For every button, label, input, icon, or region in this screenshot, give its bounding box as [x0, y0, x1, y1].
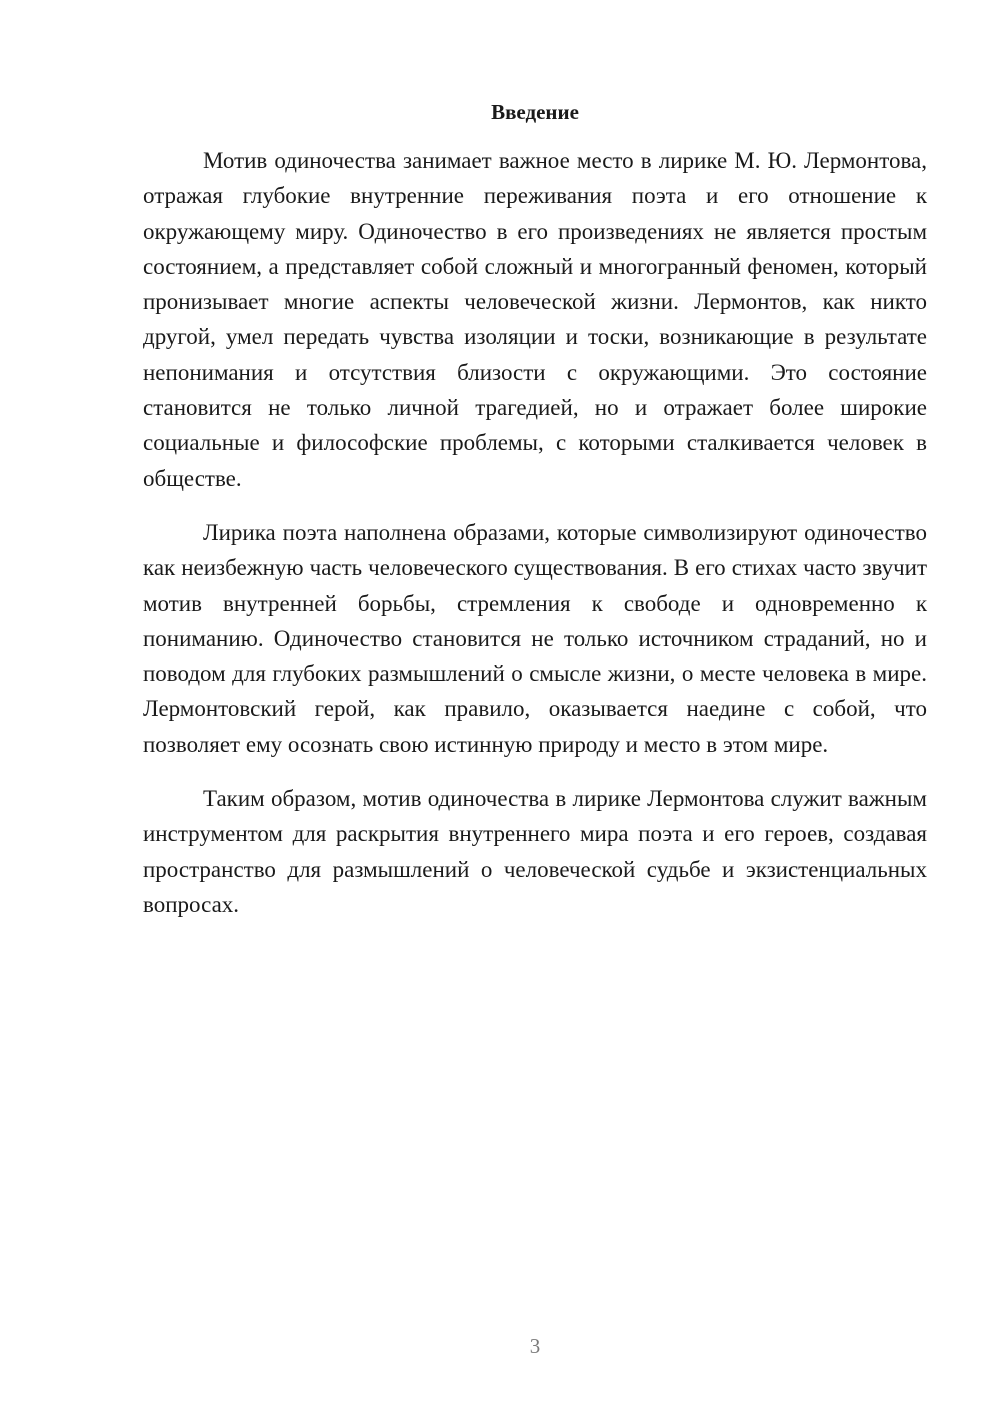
page-number: 3 [529, 1334, 541, 1358]
paragraph-2: Лирика поэта наполнена образами, которые символизируют одиночество как неизбежную часть человеческого существования. В его стихах часто звучит мотив внутренней борьбы, стремления к свободе и одновременно к пониманию. Одиночество становится не только источником страданий, но и поводом для глубоких размышлений о смысле жизни, о месте человека в мире. Лермонтовский герой, как правило, оказывается наедине с собой, что позволяет ему осознать свою истинную природу и место в этом мире. [143, 519, 927, 757]
paragraph-1: Мотив одиночества занимает важное место в лирике М. Ю. Лермонтова, отражая глубокие внутренние переживания поэта и его отношение к окружающему миру. Одиночество в его произведениях не является простым состоянием, а представляет собой сложный и многогранный феномен, который пронизывает многие аспекты человеческой жизни. Лермонтов, как никто другой, умел передать чувства изоляции и тоски, возникающие в результате непонимания и отсутствия близости с окружающими. Это состояние становится не только личной трагедией, но и отражает более широкие социальные и философские проблемы, с которыми сталкивается человек в обществе. [143, 148, 927, 491]
paragraph-3: Таким образом, мотив одиночества в лирике Лермонтова служит важным инструментом для раскрытия внутреннего мира поэта и его героев, создавая пространство для размышлений о человеческой судьбе и экзистенциальных вопросах. [143, 786, 927, 917]
page-title: Введение [491, 100, 579, 124]
body-text [143, 143, 927, 941]
